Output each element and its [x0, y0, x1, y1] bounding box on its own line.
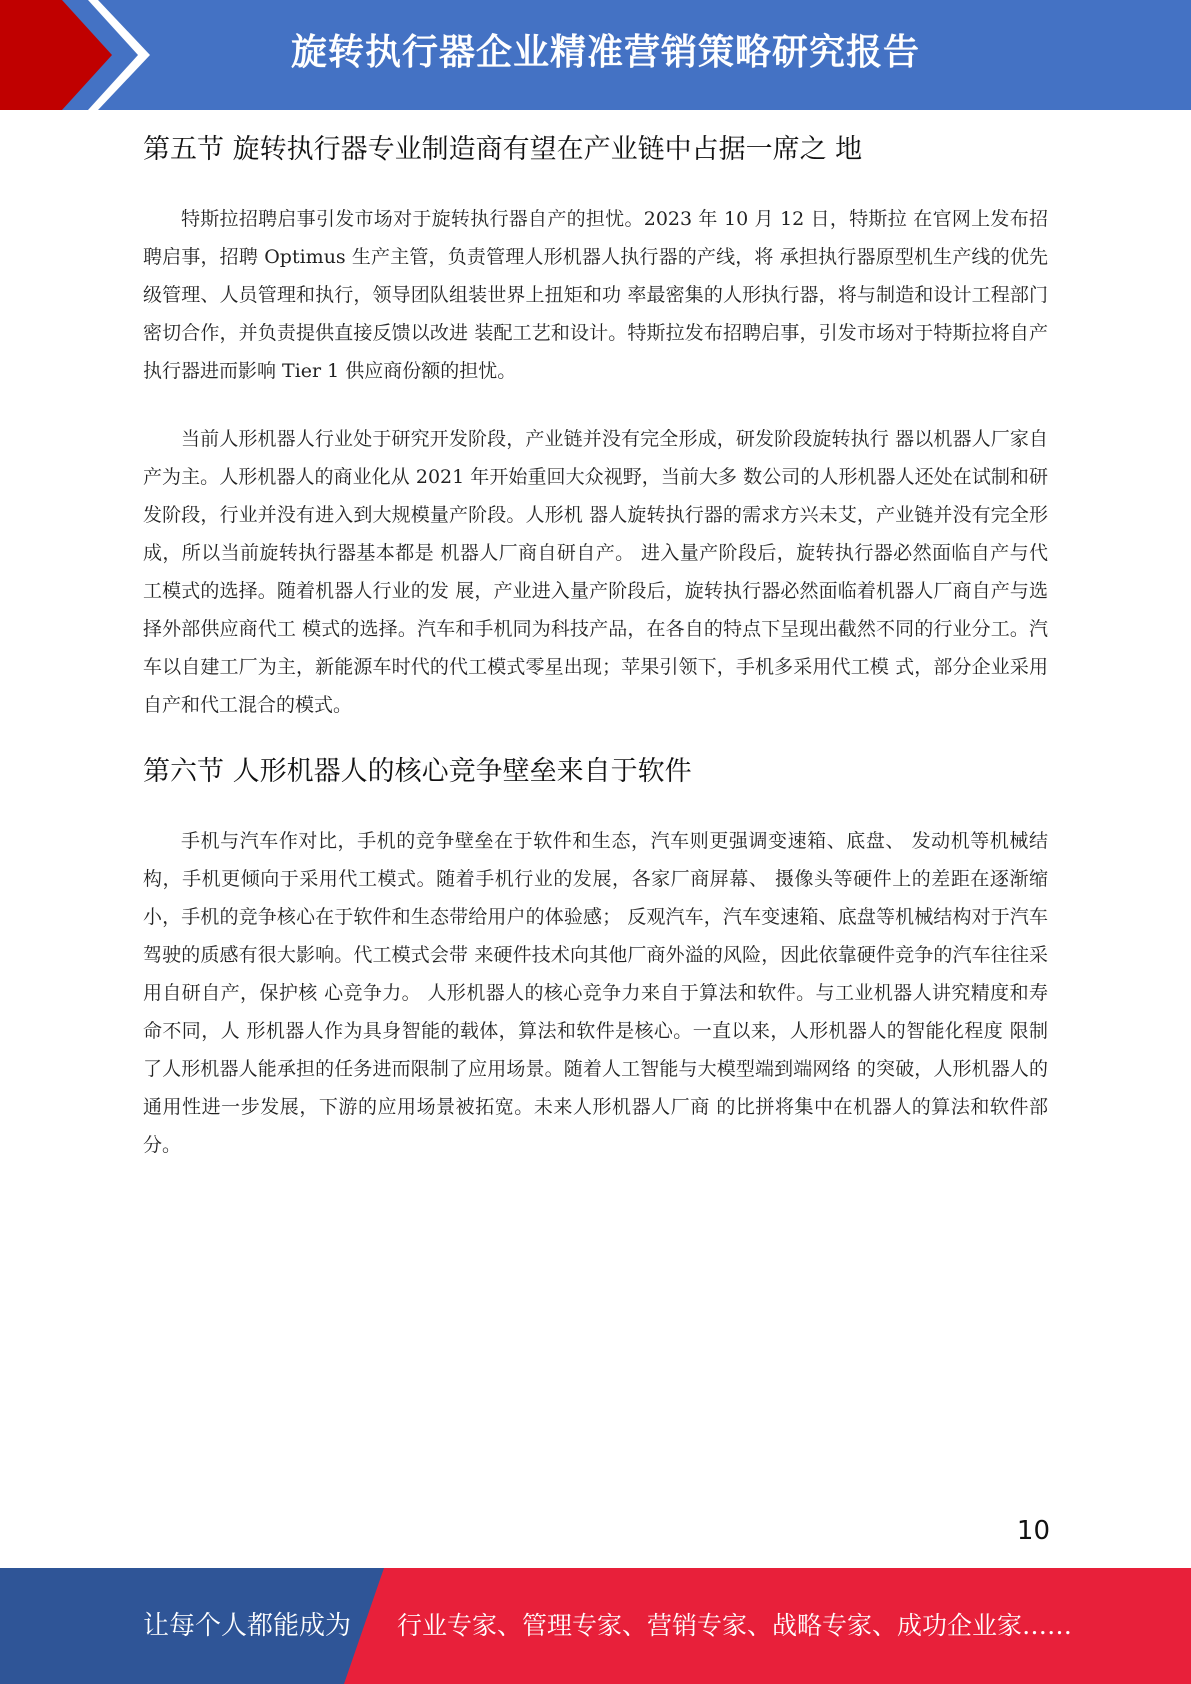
page-footer [0, 1568, 1191, 1684]
section-heading-6: 第六节 人形机器人的核心竞争壁垒来自于软件 [143, 756, 692, 787]
footer-slogan-right: 行业专家、管理专家、营销专家、战略专家、成功企业家…… [397, 1611, 1073, 1640]
section-5-paragraph-1: 特斯拉招聘启事引发市场对于旋转执行器自产的担忧。2023 年 10 月 12 日，特斯拉 在官网上发布招聘启事，招聘 Optimus 生产主管，负责管理人形机器人执行器的产线，将 承担执行器原型机生产线的优先级管理、人员管理和执行，领导团队组装世界上扭矩和功 率最密集的人形执行器，将与制造和设计工程部门密切合作，并负责提供直接反馈以改进 装配工艺和设计。特斯拉发布招聘启事，引发市场对于特斯拉将自产执行器进而影响 Tier 1 供应商份额的担忧。 [143, 208, 1048, 382]
page-number: 10 [1016, 1516, 1050, 1546]
page-content [143, 128, 1048, 1164]
report-title: 旋转执行器企业精准营销策略研究报告 [290, 32, 920, 73]
page-header [0, 0, 1191, 110]
section-6-paragraph-1: 手机与汽车作对比，手机的竞争壁垒在于软件和生态，汽车则更强调变速箱、底盘、 发动机等机械结构，手机更倾向于采用代工模式。随着手机行业的发展，各家厂商屏幕、 摄像头等硬件上的差距在逐渐缩小，手机的竞争核心在于软件和生态带给用户的体验感； 反观汽车，汽车变速箱、底盘等机械结构对于汽车驾驶的质感有很大影响。代工模式会带 来硬件技术向其他厂商外溢的风险，因此依靠硬件竞争的汽车往往采用自研自产，保护核 心竞争力。 人形机器人的核心竞争力来自于算法和软件。与工业机器人讲究精度和寿命不同，人 形机器人作为具身智能的载体，算法和软件是核心。一直以来，人形机器人的智能化程度 限制了人形机器人能承担的任务进而限制了应用场景。随着人工智能与大模型端到端网络 的突破，人形机器人的通用性进一步发展，下游的应用场景被拓宽。未来人形机器人厂商 的比拼将集中在机器人的算法和软件部分。 [143, 830, 1048, 1156]
footer-slogan-left: 让每个人都能成为 [143, 1611, 352, 1641]
section-heading-5: 第五节 旋转执行器专业制造商有望在产业链中占据一席之 地 [143, 134, 863, 165]
section-5-paragraph-2: 当前人形机器人行业处于研究开发阶段，产业链并没有完全形成，研发阶段旋转执行 器以机器人厂家自产为主。人形机器人的商业化从 2021 年开始重回大众视野，当前大多 数公司的人形机器人还处在试制和研发阶段，行业并没有进入到大规模量产阶段。人形机 器人旋转执行器的需求方兴未艾，产业链并没有完全形成，所以当前旋转执行器基本都是 机器人厂商自研自产。 进入量产阶段后，旋转执行器必然面临自产与代工模式的选择。随着机器人行业的发 展，产业进入量产阶段后，旋转执行器必然面临着机器人厂商自产与选择外部供应商代工 模式的选择。汽车和手机同为科技产品，在各自的特点下呈现出截然不同的行业分工。汽 车以自建工厂为主，新能源车时代的代工模式零星出现；苹果引领下，手机多采用代工模 式，部分企业采用自产和代工混合的模式。 [143, 428, 1048, 716]
